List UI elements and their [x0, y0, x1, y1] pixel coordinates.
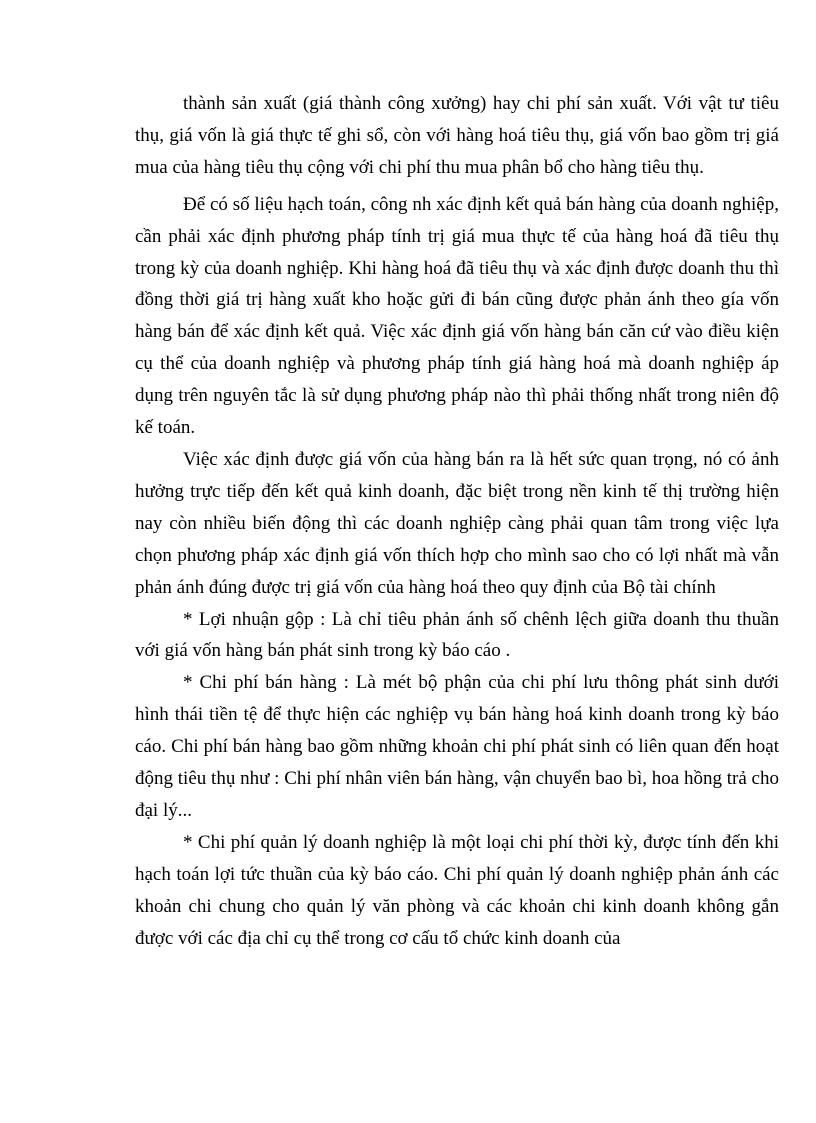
- paragraph-cost-importance: Việc xác định được giá vốn của hàng bán ra là hết sức quan trọng, nó có ảnh hưởng trực tiếp đến kết quả kinh doanh, đặc biệt trong nền kinh tế thị trường hiện nay còn nhiều biến động thì các doanh nghiệp càng phải quan tâm trong việc lựa chọn phương pháp xác định giá vốn thích hợp cho mình sao cho có lợi nhất mà vẫn phản ánh đúng được trị giá vốn của hàng hoá theo quy định của Bộ tài chính: [135, 448, 779, 598]
- paragraph-selling-expenses: * Chi phí bán hàng : Là mét bộ phận của chi phí lưu thông phát sinh dưới hình thái tiền tệ để thực hiện các nghiệp vụ bán hàng hoá kinh doanh trong kỳ báo cáo. Chi phí bán hàng bao gồm những khoản chi phí phát sinh có liên quan đến hoạt động tiêu thụ như : Chi phí nhân viên bán hàng, vận chuyển bao bì, hoa hồng trả cho đại lý...: [135, 672, 779, 821]
- paragraph-purchase-price-method: Để có số liệu hạch toán, công nh xác định kết quả bán hàng của doanh nghiệp, cần phải xác định phương pháp tính trị giá mua thực tế của hàng hoá đã tiêu thụ trong kỳ của doanh nghiệp. Khi hàng hoá đã tiêu thụ và xác định được doanh thu thì đồng thời giá trị hàng xuất kho hoặc gửi đi bán cũng được phản ánh theo gía vốn hàng bán để xác định kết quả. Việc xác định giá vốn hàng bán căn cứ vào điều kiện cụ thể của doanh nghiệp và phương pháp tính giá hàng hoá mà doanh nghiệp áp dụng trên nguyên tắc là sử dụng phương pháp nào thì phải thống nhất trong niên độ kế toán.: [135, 193, 779, 439]
- paragraph-gross-profit: * Lợi nhuận gộp : Là chỉ tiêu phản ánh số chênh lệch giữa doanh thu thuần với giá vốn hàng bán phát sinh trong kỳ báo cáo .: [135, 608, 779, 662]
- document-body: [135, 88, 779, 954]
- paragraph-cost-of-production: thành sản xuất (giá thành công xưởng) hay chi phí sản xuất. Với vật tư tiêu thụ, giá vốn là giá thực tế ghi sổ, còn với hàng hoá tiêu thụ, giá vốn bao gồm trị giá mua của hàng tiêu thụ cộng với chi phí thu mua phân bổ cho hàng tiêu thụ.: [135, 93, 779, 178]
- paragraph-admin-expenses: * Chi phí quản lý doanh nghiệp là một loại chi phí thời kỳ, được tính đến khi hạch toán lợi tức thuần của kỳ báo cáo. Chi phí quản lý doanh nghiệp phản ánh các khoản chi chung cho quản lý văn phòng và các khoản chi kinh doanh không gắn được với các địa chỉ cụ thể trong cơ cấu tổ chức kinh doanh của: [135, 831, 779, 949]
